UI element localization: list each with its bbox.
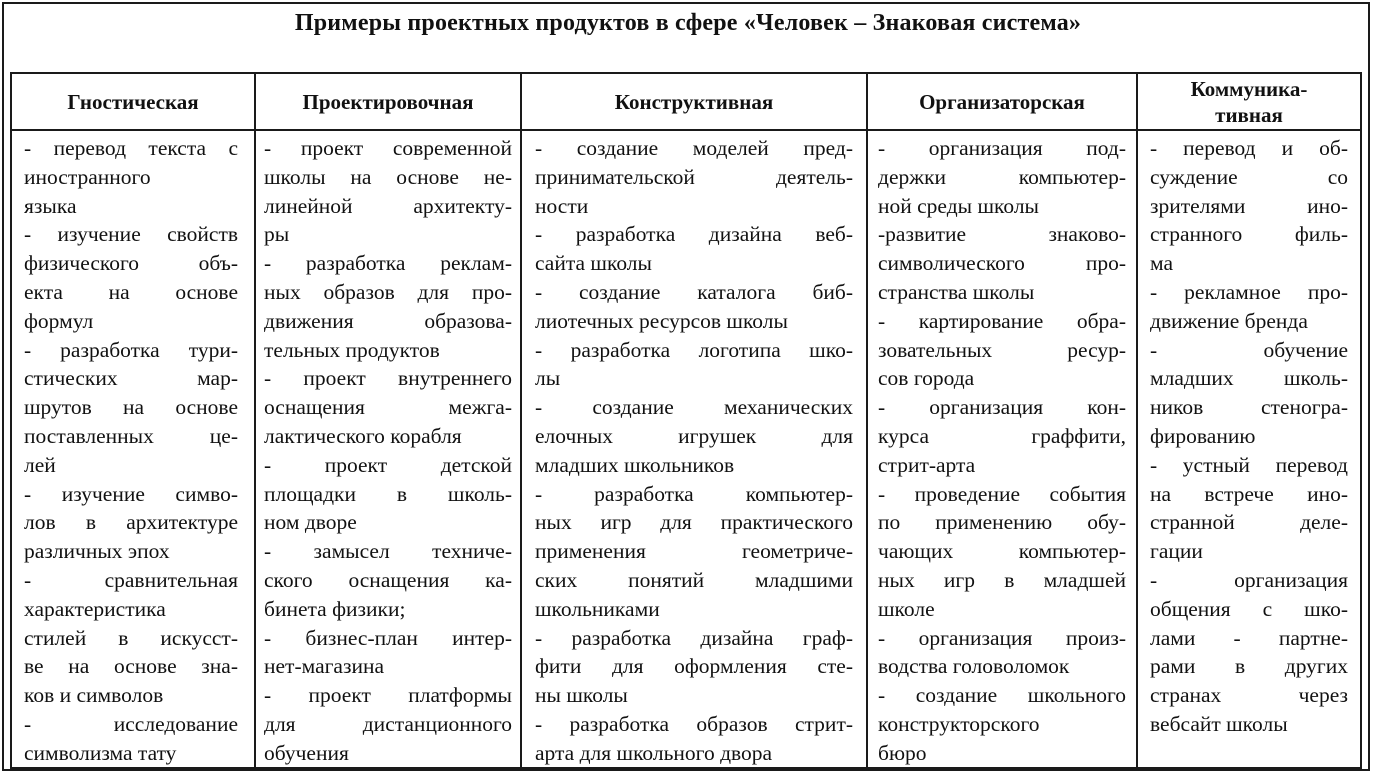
cell-line: водства головоломок bbox=[878, 654, 1070, 679]
cell-line: лиотечных ресурсов школы bbox=[535, 308, 788, 333]
cell-line: - разработка образов стрит- bbox=[535, 711, 853, 736]
cell-line: - организация произ- bbox=[878, 625, 1126, 650]
cell-line: ма bbox=[1150, 251, 1174, 276]
column-divider bbox=[1136, 72, 1138, 769]
cell-line: - создание механических bbox=[535, 395, 853, 420]
cell-line: лактического корабля bbox=[264, 423, 462, 448]
cell-line: конструкторского bbox=[878, 711, 1040, 736]
cell-line: странного филь- bbox=[1150, 222, 1348, 247]
cell-line: вебсайт школы bbox=[1150, 711, 1288, 736]
cell-line: лы bbox=[535, 366, 561, 391]
cell-line: на встрече ино- bbox=[1150, 481, 1348, 506]
column-header-constructive: Конструктивная bbox=[614, 89, 774, 114]
cell-line: ских понятий младшими bbox=[535, 567, 853, 592]
cell-line: - картирование обра- bbox=[878, 308, 1126, 333]
cell-line: ны школы bbox=[535, 683, 628, 708]
cell-line: различных эпох bbox=[24, 539, 170, 564]
cell-line: символического про- bbox=[878, 251, 1126, 276]
cell-line: - разработка компьютер- bbox=[535, 481, 853, 506]
cell-line: -развитие знаково- bbox=[878, 222, 1126, 247]
column-divider bbox=[520, 72, 522, 769]
cell-line: ве на основе зна- bbox=[24, 654, 238, 679]
cell-line: по применению обу- bbox=[878, 510, 1126, 535]
cell-line: стилей в искусст- bbox=[24, 625, 238, 650]
cell-line: ных игр для практического bbox=[535, 510, 853, 535]
cell-line: - разработка дизайна граф- bbox=[535, 625, 853, 650]
cell-line: линейной архитекту- bbox=[264, 193, 512, 218]
cell-line: ности bbox=[535, 193, 589, 218]
cell-line: иностранного bbox=[24, 164, 151, 189]
cell-line: школьниками bbox=[535, 596, 660, 621]
cell-line: оснащения межга- bbox=[264, 395, 512, 420]
cell-line: - создание моделей пред- bbox=[535, 136, 853, 160]
cell-line: ном дворе bbox=[264, 510, 357, 535]
column-header-organizational: Организаторская bbox=[919, 89, 1085, 114]
cell-line: гации bbox=[1150, 539, 1203, 564]
cell-line: - бизнес-план интер- bbox=[264, 625, 512, 650]
cell-line: младших школьников bbox=[535, 452, 735, 477]
cell-line: - разработка тури- bbox=[24, 337, 238, 362]
cell-line: фити для оформления сте- bbox=[535, 654, 853, 679]
cell-line: фированию bbox=[1150, 423, 1256, 448]
cell-line: лами - партне- bbox=[1150, 625, 1348, 650]
cell-line: - проект современной bbox=[264, 136, 512, 160]
cell-line: школе bbox=[878, 596, 935, 621]
column-cell-design bbox=[264, 134, 512, 768]
cell-line: младших школь- bbox=[1150, 366, 1348, 391]
cell-line: ной среды школы bbox=[878, 193, 1039, 218]
cell-line: держки компьютер- bbox=[878, 164, 1126, 189]
column-divider bbox=[866, 72, 868, 769]
column-cell-gnostic bbox=[24, 134, 238, 768]
cell-line: странах через bbox=[1150, 683, 1348, 708]
cell-line: екта на основе bbox=[24, 279, 238, 304]
cell-line: ского оснащения ка- bbox=[264, 567, 512, 592]
cell-line: обучения bbox=[264, 740, 349, 765]
cell-line: зрителями ино- bbox=[1150, 193, 1348, 218]
page-title: Примеры проектных продуктов в сфере «Человек – Знаковая система» bbox=[294, 10, 1082, 36]
cell-line: странства школы bbox=[878, 279, 1035, 304]
cell-line: чающих компьютер- bbox=[878, 539, 1126, 564]
cell-line: лов в архитектуре bbox=[24, 510, 238, 535]
cell-line: рами в других bbox=[1150, 654, 1348, 679]
cell-line: - изучение симво- bbox=[24, 481, 238, 506]
cell-line: - изучение свойств bbox=[24, 222, 238, 247]
cell-line: сов города bbox=[878, 366, 975, 391]
cell-line: площадки в школь- bbox=[264, 481, 512, 506]
cell-line: физического объ- bbox=[24, 251, 238, 276]
header-divider bbox=[10, 129, 1362, 131]
cell-line: формул bbox=[24, 308, 94, 333]
cell-line: стрит-арта bbox=[878, 452, 976, 477]
cell-line: характеристика bbox=[24, 596, 166, 621]
cell-line: - рекламное про- bbox=[1150, 279, 1348, 304]
cell-line: суждение со bbox=[1150, 164, 1348, 189]
cell-line: елочных игрушек для bbox=[535, 423, 853, 448]
column-header-communicative: Коммуника- тивная bbox=[1190, 76, 1308, 127]
cell-line: школы на основе не- bbox=[264, 164, 512, 189]
cell-line: - организация кон- bbox=[878, 395, 1126, 420]
cell-line: - устный перевод bbox=[1150, 452, 1348, 477]
cell-line: - разработка реклам- bbox=[264, 251, 512, 276]
cell-line: шрутов на основе bbox=[24, 395, 238, 420]
cell-line: - проект внутреннего bbox=[264, 366, 512, 391]
cell-line: ников стеногра- bbox=[1150, 395, 1348, 420]
cell-line: - исследование bbox=[24, 711, 238, 736]
column-cell-organizational bbox=[878, 134, 1126, 768]
cell-line: арта для школьного двора bbox=[535, 740, 773, 765]
cell-line: общения с шко- bbox=[1150, 596, 1348, 621]
cell-line: движения образова- bbox=[264, 308, 512, 333]
cell-line: - разработка дизайна веб- bbox=[535, 222, 853, 247]
column-header-design: Проектировочная bbox=[302, 89, 474, 114]
cell-line: - замысел техниче- bbox=[264, 539, 512, 564]
cell-line: лей bbox=[24, 452, 56, 477]
cell-line: зовательных ресур- bbox=[878, 337, 1126, 362]
column-header-gnostic: Гностическая bbox=[67, 89, 199, 114]
cell-line: для дистанционного bbox=[264, 711, 512, 736]
column-cell-communicative bbox=[1150, 134, 1348, 768]
cell-line: - создание школьного bbox=[878, 683, 1126, 708]
cell-line: - создание каталога биб- bbox=[535, 279, 853, 304]
column-divider bbox=[254, 72, 256, 769]
cell-line: - перевод и об- bbox=[1150, 136, 1348, 160]
cell-line: - обучение bbox=[1150, 337, 1348, 362]
cell-line: языка bbox=[24, 193, 77, 218]
column-cell-constructive bbox=[535, 134, 853, 768]
cell-line: применения геометриче- bbox=[535, 539, 853, 564]
cell-line: ных игр в младшей bbox=[878, 567, 1126, 592]
cell-line: движение бренда bbox=[1150, 308, 1308, 333]
cell-line: - сравнительная bbox=[24, 567, 238, 592]
cell-line: ных образов для про- bbox=[264, 279, 512, 304]
cell-line: символизма тату bbox=[24, 740, 177, 765]
cell-line: бинета физики; bbox=[264, 596, 406, 621]
cell-line: - проект детской bbox=[264, 452, 512, 477]
cell-line: поставленных це- bbox=[24, 423, 238, 448]
cell-line: курса граффити, bbox=[878, 423, 1126, 448]
cell-line: ры bbox=[264, 222, 290, 247]
cell-line: нет-магазина bbox=[264, 654, 385, 679]
cell-line: - проведение события bbox=[878, 481, 1126, 506]
cell-line: - проект платформы bbox=[264, 683, 512, 708]
cell-line: - организация под- bbox=[878, 136, 1126, 160]
cell-line: - перевод текста с bbox=[24, 136, 238, 160]
cell-line: - разработка логотипа шко- bbox=[535, 337, 853, 362]
cell-line: ков и символов bbox=[24, 683, 164, 708]
cell-line: тельных продуктов bbox=[264, 337, 440, 362]
cell-line: сайта школы bbox=[535, 251, 652, 276]
cell-line: принимательской деятель- bbox=[535, 164, 853, 189]
cell-line: бюро bbox=[878, 740, 927, 765]
cell-line: - организация bbox=[1150, 567, 1348, 592]
cell-line: странной деле- bbox=[1150, 510, 1348, 535]
cell-line: стических мар- bbox=[24, 366, 238, 391]
